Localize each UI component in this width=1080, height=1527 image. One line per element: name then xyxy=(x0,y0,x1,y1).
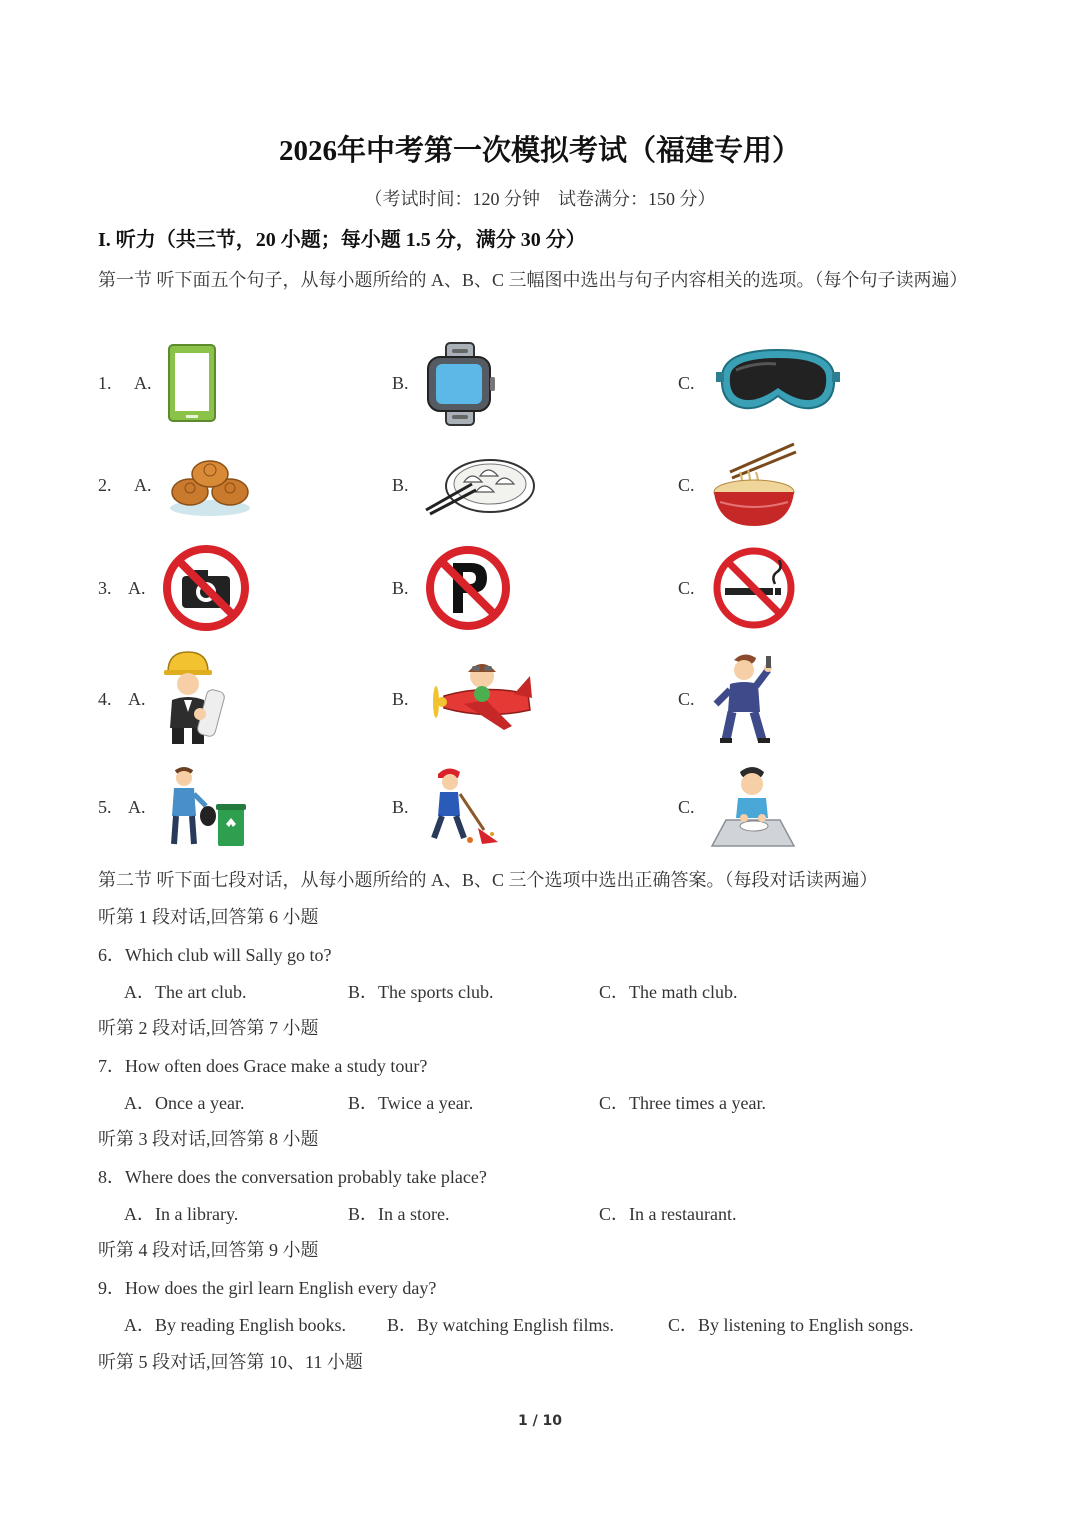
option-c-label: C. xyxy=(678,373,695,393)
option-a-label: A. xyxy=(128,797,146,817)
no-camera-sign-icon xyxy=(162,544,250,632)
answer-option-a: A．By reading English books. xyxy=(124,1315,346,1335)
smartwatch-icon xyxy=(424,341,496,427)
option-b-label: B. xyxy=(392,689,409,709)
option-a-label: A. xyxy=(128,578,146,598)
question-number: 2. xyxy=(98,475,112,495)
engineer-icon xyxy=(158,650,226,746)
question-text: 6．Which club will Sally go to? xyxy=(98,945,332,965)
answer-option-b: B．By watching English films. xyxy=(387,1315,614,1335)
dialogue-intro: 听第 2 段对话,回答第 7 小题 xyxy=(98,1018,319,1038)
answer-option-c: C．In a restaurant. xyxy=(599,1204,737,1224)
question-number: 3. xyxy=(98,578,112,598)
section-heading: I. 听力（共三节，20 小题；每小题 1.5 分，满分 30 分） xyxy=(98,229,586,251)
sweep-leaves-icon xyxy=(422,764,502,846)
noodles-icon xyxy=(710,442,798,528)
no-parking-sign-icon xyxy=(425,545,511,631)
option-b-label: B. xyxy=(392,373,409,393)
option-a-label: A. xyxy=(134,373,152,393)
answer-option-c: C．The math club. xyxy=(599,982,738,1002)
option-b-label: B. xyxy=(392,475,409,495)
answer-option-b: B．The sports club. xyxy=(348,982,494,1002)
dialogue-intro: 听第 1 段对话,回答第 6 小题 xyxy=(98,907,319,927)
ski-goggles-icon xyxy=(716,346,840,418)
dumplings-icon xyxy=(424,452,536,516)
option-a-label: A. xyxy=(134,475,152,495)
part1-instruction: 第一节 听下面五个句子，从每小题所给的 A、B、C 三幅图中选出与句子内容相关的选项。（每个句子读两遍） xyxy=(98,270,968,290)
option-c-label: C. xyxy=(678,475,695,495)
answer-option-a: A．The art club. xyxy=(124,982,247,1002)
question-text: 9．How does the girl learn English every day? xyxy=(98,1278,437,1298)
answer-option-c: C．By listening to English songs. xyxy=(668,1315,914,1335)
question-number: 4. xyxy=(98,689,112,709)
dialogue-intro: 听第 4 段对话,回答第 9 小题 xyxy=(98,1240,319,1260)
exam-title: 2026年中考第一次模拟考试（福建专用） xyxy=(278,135,801,167)
part2-instruction: 第二节 听下面七段对话，从每小题所给的 A、B、C 三个选项中选出正确答案。（每段对话读两遍） xyxy=(98,870,878,890)
answer-option-b: B．In a store. xyxy=(348,1204,450,1224)
page-number: 1 / 10 xyxy=(517,1413,563,1429)
exam-subtitle: （考试时间：120 分钟 试卷满分：150 分） xyxy=(364,189,716,209)
option-b-label: B. xyxy=(392,578,409,598)
dialogue-intro: 听第 5 段对话,回答第 10、11 小题 xyxy=(98,1352,363,1372)
dialogue-intro: 听第 3 段对话,回答第 8 小题 xyxy=(98,1129,319,1149)
pilot-icon xyxy=(424,654,536,740)
option-c-label: C. xyxy=(678,578,695,598)
option-c-label: C. xyxy=(678,797,695,817)
question-number: 1. xyxy=(98,373,112,393)
answer-option-b: B．Twice a year. xyxy=(348,1093,474,1113)
question-number: 5. xyxy=(98,797,112,817)
take-out-trash-icon xyxy=(164,766,248,848)
wash-dishes-icon xyxy=(710,762,796,848)
no-smoking-sign-icon xyxy=(711,546,797,630)
option-c-label: C. xyxy=(678,689,695,709)
smartphone-icon xyxy=(166,343,218,423)
singer-icon xyxy=(710,650,780,746)
option-a-label: A. xyxy=(128,689,146,709)
mooncakes-icon xyxy=(168,450,252,518)
question-text: 8．Where does the conversation probably take place? xyxy=(98,1167,487,1187)
question-text: 7．How often does Grace make a study tour? xyxy=(98,1056,428,1076)
answer-option-c: C．Three times a year. xyxy=(599,1093,766,1113)
answer-option-a: A．In a library. xyxy=(124,1204,239,1224)
option-b-label: B. xyxy=(392,797,409,817)
answer-option-a: A．Once a year. xyxy=(124,1093,245,1113)
